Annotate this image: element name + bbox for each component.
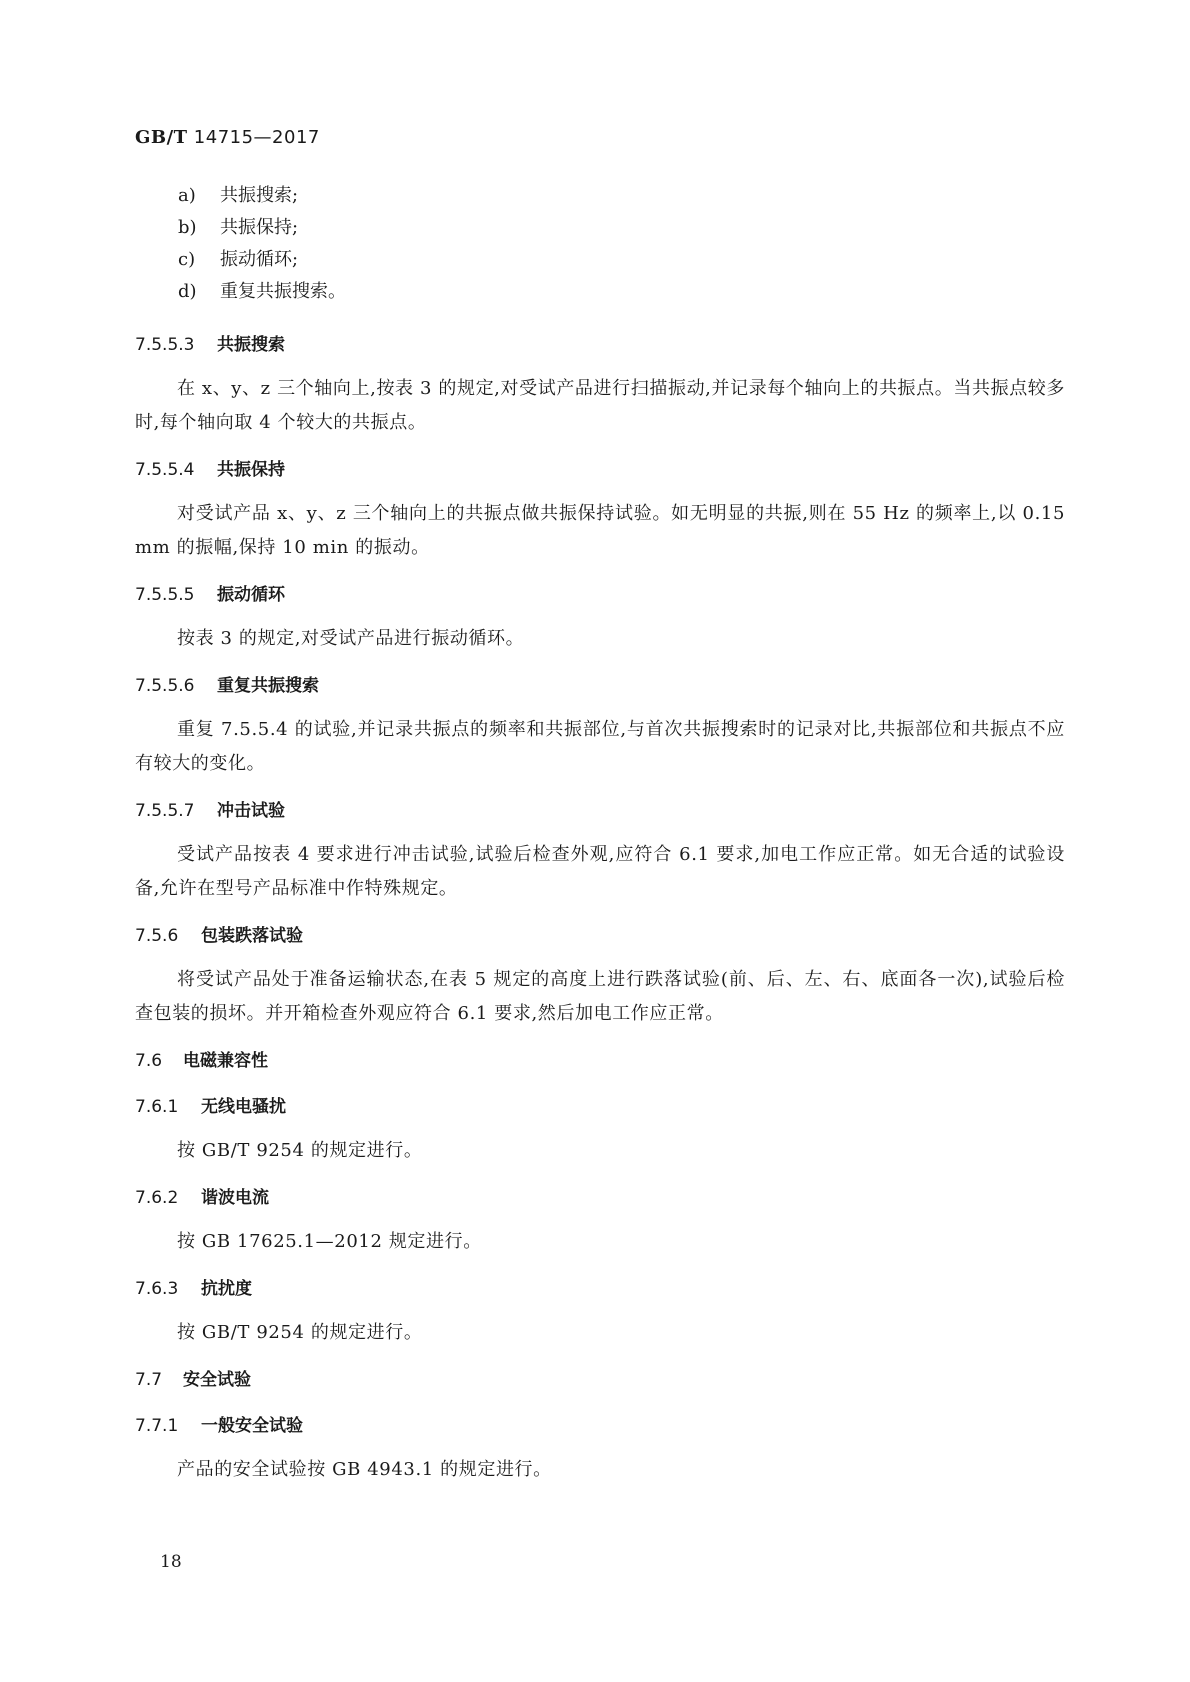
standard-number: 14715—2017	[193, 127, 320, 148]
list-item	[178, 276, 346, 308]
list-item-text: 共振搜索;	[220, 185, 299, 206]
section-heading	[135, 1272, 1065, 1306]
section-title: 电磁兼容性	[183, 1051, 268, 1071]
section-title: 抗扰度	[201, 1279, 252, 1299]
section-number: 7.5.5.5	[135, 585, 195, 605]
section-number: 7.5.6	[135, 926, 179, 946]
section-heading	[135, 919, 1065, 953]
document-body	[135, 328, 1065, 1500]
section-heading	[135, 578, 1065, 612]
standard-code: GB/T	[135, 127, 188, 148]
section-title: 共振保持	[217, 460, 285, 480]
section-heading	[135, 1181, 1065, 1215]
section-title: 无线电骚扰	[201, 1097, 286, 1117]
section-heading	[135, 669, 1065, 703]
section-paragraph: 将受试产品处于准备运输状态,在表 5 规定的高度上进行跌落试验(前、后、左、右、底面各一次),试验后检查包装的损坏。并开箱检查外观应符合 6.1 要求,然后加电工作应正常。	[135, 969, 1065, 1024]
section-heading	[135, 1090, 1065, 1124]
list-marker: b)	[178, 217, 197, 238]
section-number: 7.5.5.4	[135, 460, 195, 480]
list-item-text: 重复共振搜索。	[220, 281, 346, 302]
section-heading	[135, 1409, 1065, 1443]
section-number: 7.7.1	[135, 1416, 179, 1436]
section-number: 7.5.5.3	[135, 335, 195, 355]
section-heading	[135, 1363, 1065, 1397]
section-title: 谐波电流	[201, 1188, 269, 1208]
section-number: 7.6.1	[135, 1097, 179, 1117]
test-step-list	[178, 180, 346, 308]
section-heading	[135, 328, 1065, 362]
section-paragraph: 按 GB 17625.1—2012 规定进行。	[177, 1231, 482, 1252]
list-item	[178, 212, 346, 244]
section-heading	[135, 794, 1065, 828]
section-number: 7.6.2	[135, 1188, 179, 1208]
section-title: 包装跌落试验	[201, 926, 303, 946]
list-item-text: 振动循环;	[220, 249, 299, 270]
section-title: 重复共振搜索	[217, 676, 319, 696]
section-title: 冲击试验	[217, 801, 285, 821]
section-title: 振动循环	[217, 585, 285, 605]
section-paragraph: 产品的安全试验按 GB 4943.1 的规定进行。	[177, 1459, 552, 1480]
section-number: 7.7	[135, 1370, 163, 1390]
section-paragraph: 重复 7.5.5.4 的试验,并记录共振点的频率和共振部位,与首次共振搜索时的记录对比,共振部位和共振点不应有较大的变化。	[135, 719, 1065, 774]
section-title: 安全试验	[183, 1370, 251, 1390]
list-marker: c)	[178, 249, 196, 270]
section-title: 一般安全试验	[201, 1416, 303, 1436]
list-item-text: 共振保持;	[220, 217, 299, 238]
section-number: 7.5.5.7	[135, 801, 195, 821]
section-heading	[135, 1044, 1065, 1078]
section-paragraph: 按表 3 的规定,对受试产品进行振动循环。	[177, 628, 525, 649]
section-number: 7.5.5.6	[135, 676, 195, 696]
list-marker: a)	[178, 185, 196, 206]
section-title: 共振搜索	[217, 335, 285, 355]
list-item	[178, 180, 346, 212]
section-paragraph: 按 GB/T 9254 的规定进行。	[177, 1322, 423, 1343]
section-paragraph: 按 GB/T 9254 的规定进行。	[177, 1140, 423, 1161]
page-number: 18	[160, 1552, 182, 1572]
list-marker: d)	[178, 281, 197, 302]
section-paragraph: 在 x、y、z 三个轴向上,按表 3 的规定,对受试产品进行扫描振动,并记录每个轴向上的共振点。当共振点较多时,每个轴向取 4 个较大的共振点。	[135, 378, 1065, 433]
section-number: 7.6.3	[135, 1279, 179, 1299]
section-number: 7.6	[135, 1051, 163, 1071]
section-paragraph: 对受试产品 x、y、z 三个轴向上的共振点做共振保持试验。如无明显的共振,则在 55 Hz 的频率上,以 0.15 mm 的振幅,保持 10 min 的振动。	[135, 503, 1065, 558]
document-header	[135, 127, 320, 148]
list-item	[178, 244, 346, 276]
section-heading	[135, 453, 1065, 487]
section-paragraph: 受试产品按表 4 要求进行冲击试验,试验后检查外观,应符合 6.1 要求,加电工作应正常。如无合适的试验设备,允许在型号产品标准中作特殊规定。	[135, 844, 1065, 899]
